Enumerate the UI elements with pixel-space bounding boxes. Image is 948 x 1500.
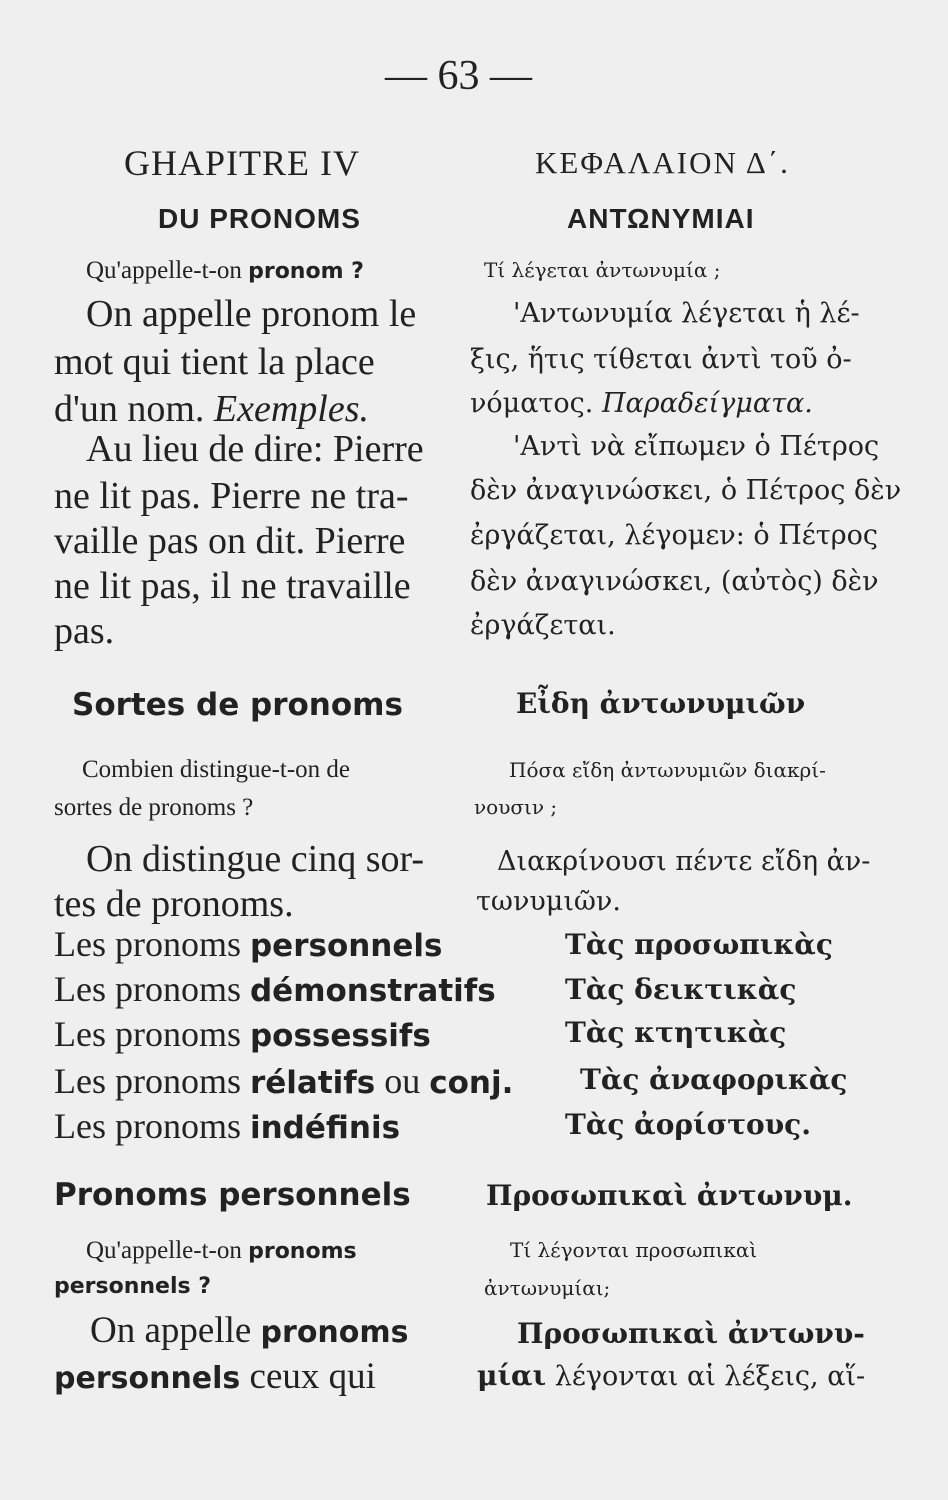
sorts-question-gr-line-2: νουσιν ; [474, 795, 558, 819]
intro-fr-line-3 [54, 390, 369, 428]
chapter-subtitle-gr: ΑΝΤΩΝΥΜΙΑΙ [567, 203, 755, 234]
chapter-title-fr: GHAPITRE IV [124, 143, 360, 183]
personnels-answer-fr-l1-prefix: On appelle [90, 1310, 252, 1351]
sorts-answer-gr-line-1: Διακρίνουσι πέντε εἴδη ἀν- [497, 846, 871, 877]
intro-gr-line-4: 'Αντὶ νὰ εἴπωμεν ὁ Πέτρος [513, 431, 880, 462]
sorts-answer-fr-line-1: On distingue cinq sor- [86, 838, 425, 880]
intro-fr-line-3-prefix: d'un nom. [54, 388, 205, 430]
pronoun-type-2-fr [54, 971, 496, 1007]
personnels-question-fr-line-2: personnels ? [54, 1274, 212, 1299]
personnels-answer-gr-line-1: Προσωπικαὶ ἀντωνυ- [517, 1317, 865, 1350]
intro-question-gr: Τί λέγεται ἀντωνυμία ; [484, 258, 721, 282]
pronoun-type-3-prefix: Les pronoms [54, 1014, 241, 1054]
pronoun-type-3-bold: possessifs [249, 1018, 431, 1054]
intro-question-fr-bold: pronom ? [248, 259, 364, 284]
pronoun-type-4-suffix: ou [384, 1061, 421, 1101]
intro-fr-line-4: Au lieu de dire: Pierre [86, 428, 424, 470]
chapter-title-gr: ΚΕΦΑΛΑΙΟΝ Δ΄. [535, 145, 790, 180]
intro-question-fr-prefix: Qu'appelle-t-on [86, 257, 242, 284]
intro-fr-line-3-italic: Exemples. [213, 388, 370, 430]
sorts-heading-fr: Sortes de pronoms [72, 687, 403, 723]
personnels-answer-fr-l2-suffix: ceux qui [249, 1356, 376, 1397]
pronoun-type-4-bold: rélatifs [249, 1065, 376, 1101]
pronoun-type-1-prefix: Les pronoms [54, 924, 241, 964]
pronoun-type-4-gr: Τὰς ἀναφορικὰς [580, 1063, 848, 1096]
intro-fr-line-7: ne lit pas, il ne travaille [54, 565, 411, 607]
pronoun-type-1-fr [54, 926, 442, 962]
sorts-answer-fr-line-2: tes de pronoms. [54, 883, 294, 925]
intro-fr-line-5: ne lit pas. Pierre ne tra- [54, 475, 409, 517]
intro-fr-line-8: pas. [54, 610, 115, 652]
sorts-answer-gr-line-2: τωνυμιῶν. [476, 886, 621, 917]
pronoun-type-2-bold: démonstratifs [249, 973, 496, 1009]
personnels-answer-gr-line-2 [477, 1359, 866, 1392]
pronoun-type-3-fr [54, 1016, 431, 1052]
intro-question-fr [86, 258, 364, 283]
intro-gr-line-3 [470, 390, 813, 417]
chapter-subtitle-fr: DU PRONOMS [158, 203, 361, 234]
pronoun-type-3-gr: Τὰς κτητικὰς [565, 1016, 787, 1049]
page-number: — 63 — [385, 53, 532, 99]
pronoun-type-5-fr [54, 1108, 400, 1144]
intro-fr-line-6: vaille pas on dit. Pierre [54, 520, 406, 562]
sorts-question-fr-line-1: Combien distingue-t-on de [82, 756, 351, 783]
sorts-question-gr-line-1: Πόσα εἴδη ἀντωνυμιῶν διακρί- [509, 758, 826, 782]
pronoun-type-1-bold: personnels [249, 928, 443, 964]
personnels-question-fr-line-1 [86, 1238, 357, 1263]
personnels-heading-fr: Pronoms personnels [54, 1177, 411, 1213]
pronoun-type-5-bold: indéfinis [249, 1110, 401, 1146]
intro-gr-line-8: ἐργάζεται. [470, 610, 616, 641]
personnels-question-fr-bold1: pronoms [248, 1239, 357, 1264]
personnels-question-fr-prefix: Qu'appelle-t-on [86, 1237, 242, 1264]
personnels-question-gr-line-1: Τί λέγονται προσωπικαὶ [510, 1238, 758, 1262]
intro-fr-line-1: On appelle pronom le [86, 293, 417, 335]
pronoun-type-5-prefix: Les pronoms [54, 1106, 241, 1146]
personnels-heading-gr: Προσωπικαὶ ἀντωνυμ. [486, 1179, 853, 1212]
pronoun-type-2-gr: Τὰς δεικτικὰς [565, 973, 797, 1006]
sorts-heading-gr: Εἶδη ἀντωνυμιῶν [516, 687, 806, 720]
intro-gr-line-5: δὲν ἀναγινώσκει, ὁ Πέτρος δὲν [470, 475, 902, 506]
personnels-answer-fr-l1-bold: pronoms [260, 1315, 409, 1350]
sorts-question-fr-line-2: sortes de pronoms ? [54, 794, 254, 821]
intro-fr-line-2: mot qui tient la place [54, 341, 375, 383]
intro-gr-line-2: ξις, ἥτις τίθεται ἀντὶ τοῦ ὀ- [470, 344, 852, 375]
intro-gr-line-3-italic: Παραδείγματα. [601, 388, 813, 419]
intro-gr-line-1: 'Αντωνυμία λέγεται ἡ λέ- [513, 298, 860, 329]
personnels-answer-fr-line-1 [90, 1312, 409, 1349]
pronoun-type-4-fr [54, 1063, 513, 1099]
personnels-question-gr-line-2: ἀντωνυμίαι; [484, 1276, 611, 1300]
intro-gr-line-6: ἐργάζεται, λέγομεν: ὁ Πέτρος [470, 520, 878, 551]
personnels-answer-gr-l2-suffix: λέγονται αἱ λέξεις, αἵ- [554, 1361, 866, 1392]
personnels-answer-gr-l2-bold: μίαι [477, 1359, 547, 1392]
pronoun-type-4-prefix: Les pronoms [54, 1061, 241, 1101]
pronoun-type-2-prefix: Les pronoms [54, 969, 241, 1009]
pronoun-type-5-gr: Τὰς ἀορίστους. [565, 1108, 811, 1141]
intro-gr-line-3-prefix: νόματος. [470, 388, 594, 419]
pronoun-type-4-bold2: conj. [429, 1065, 514, 1101]
pronoun-type-1-gr: Τὰς προσωπικὰς [565, 928, 833, 961]
personnels-answer-fr-l2-bold: personnels [54, 1361, 241, 1396]
personnels-answer-fr-line-2 [54, 1358, 376, 1395]
intro-gr-line-7: δὲν ἀναγινώσκει, (αὐτὸς) δὲν [470, 566, 879, 597]
